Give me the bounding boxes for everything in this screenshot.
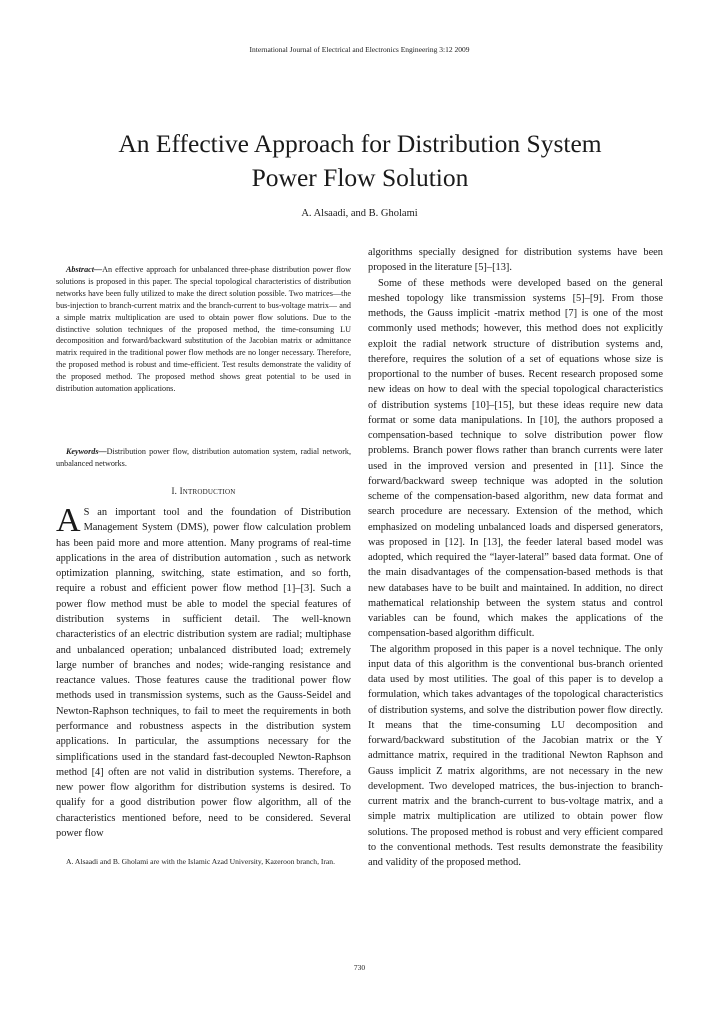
journal-header: International Journal of Electrical and Electronics Engineering 3:12 2009 xyxy=(249,45,470,54)
introduction-body xyxy=(56,502,351,841)
keywords-label: Keywords— xyxy=(66,447,107,456)
abstract xyxy=(56,264,351,395)
section-heading-introduction xyxy=(56,486,351,496)
authors: A. Alsaadi, and B. Gholami xyxy=(301,208,418,219)
right-paragraph-2: Some of these methods were developed based on the general meshed topology like transmission systems [5]–[9]. From those methods, the Gauss implicit -matrix method [7] is one of the most commonly used methods; however, this method does not explicitly exploit the radial network structure of distribution systems and, therefore, requires the solution of a set of equations whose size is proportional to the number of buses. Recent research proposed some new ideas on how to deal with the special topological characteristics of distribution systems [10]–[15], but these ideas require new data format or some data manipulations. In [10], the authors proposed a compensation-based technique to solve distribution power flow problems. Branch power flows rather than branch currents were later used in the improved version and presented in [11]. Since the forward/backward sweep technique was adopted in the solution scheme of the compensation-based algorithm, new data format and search procedure are necessary. Extension of the method, which emphasized on modeling unbalanced loads and dispersed generators, was proposed in [12]. In [13], the feeder lateral based model was adopted, which required the “layer-lateral” based data format. One of the main disadvantages of the compensation-based methods is that new databases have to be built and maintained. In addition, no direct mathematical relationship between the system status and control variables can be found, which makes the applications of the compensation-based algorithm difficult. xyxy=(368,277,663,640)
drop-cap: A xyxy=(56,502,81,539)
section-first-letter: I xyxy=(179,486,183,496)
section-numeral: I. xyxy=(171,486,180,496)
abstract-label: Abstract— xyxy=(66,265,103,274)
introduction-text: S an important tool and the foundation of Distribution Management System (DMS), power flow calculation problem has been paid more and more attention. Many programs of real-time applications in the area of distribution automation , such as network optimization planning, switching, state estimation, and so forth, require a robust and efficient power flow method [1]–[3]. Such a power flow method must be able to model the special features of distribution systems in sufficient detail. The well-known characteristics of an electric distribution system are radial; multiphase and unbalanced operation; unbalanced distributed load; extremely large number of branches and nodes; wide-ranging resistance and reactance values. Those features cause the traditional power flow methods used in transmission systems, such as the Gauss-Seidel and Newton-Raphson techniques, to fail to meet the requirements in both performance and robustness aspects in the distribution system applications. In particular, the assumptions necessary for the simplifications used in the standard fast-decoupled Newton-Raphson method [4] often are not valid in distribution systems. Therefore, a new power flow algorithm for distribution systems is desired. To qualify for a good distribution power flow algorithm, all of the characteristics mentioned before, need to be considered. Several power flow xyxy=(56,507,351,839)
abstract-text: An effective approach for unbalanced three-phase distribution power flow solutions is proposed in this paper. The special topological characteristics of distribution networks have been fully utilized to make the direct solution possible. Two matrices—the bus-injection to branch-current matrix and the branch-current to bus-voltage matrix— and a simple matrix multiplication are used to obtain power flow solutions. Due to the distinctive solution techniques of the proposed method, the time-consuming LU decomposition and forward/backward substitution of the Jacobian matrix or admittance matrix required in the traditional power flow methods are no longer necessary. Therefore, the proposed method is robust and time-efficient. Test results demonstrate the validity of the proposed method. The proposed method shows great potential to be used in distribution automation applications. xyxy=(56,265,351,394)
keywords xyxy=(56,446,351,470)
paper-title xyxy=(60,127,660,195)
right-paragraph-3: The algorithm proposed in this paper is a novel technique. The only input data of this algorithm is the conventional bus-branch oriented data used by most utilities. The goal of this paper is to develop a formulation, which takes advantages of the topological characteristics of distribution systems, and solve the distribution power flow directly. It means that the time-consuming LU decomposition and forward/backward substitution of the Jacobian matrix or the Y admittance matrix, required in the traditional Newton Raphson and Gauss implicit Z matrix algorithms, are not necessary in the new development. Two developed matrices, the bus-injection to branch-current matrix and the branch-current to bus-voltage matrix, and a simple matrix multiplication are utilized to obtain power flow solutions. The proposed method is robust and very efficient compared to the conventional methods. Test results demonstrate the feasibility and validity of the proposed method. xyxy=(368,643,663,868)
title-line-2: Power Flow Solution xyxy=(251,163,469,192)
author-footnote: A. Alsaadi and B. Gholami are with the Islamic Azad University, Kazeroon branch, Iran. xyxy=(66,857,336,866)
keywords-text: Distribution power flow, distribution automation system, radial network, unbalanced networks. xyxy=(56,447,351,468)
section-small-caps: NTRODUCTION xyxy=(182,488,236,496)
right-column xyxy=(368,245,663,870)
page-number: 730 xyxy=(353,963,366,972)
title-line-1: An Effective Approach for Distribution System xyxy=(118,129,602,158)
right-paragraph-1: algorithms specially designed for distribution systems have been proposed in the literature [5]–[13]. xyxy=(368,247,663,274)
